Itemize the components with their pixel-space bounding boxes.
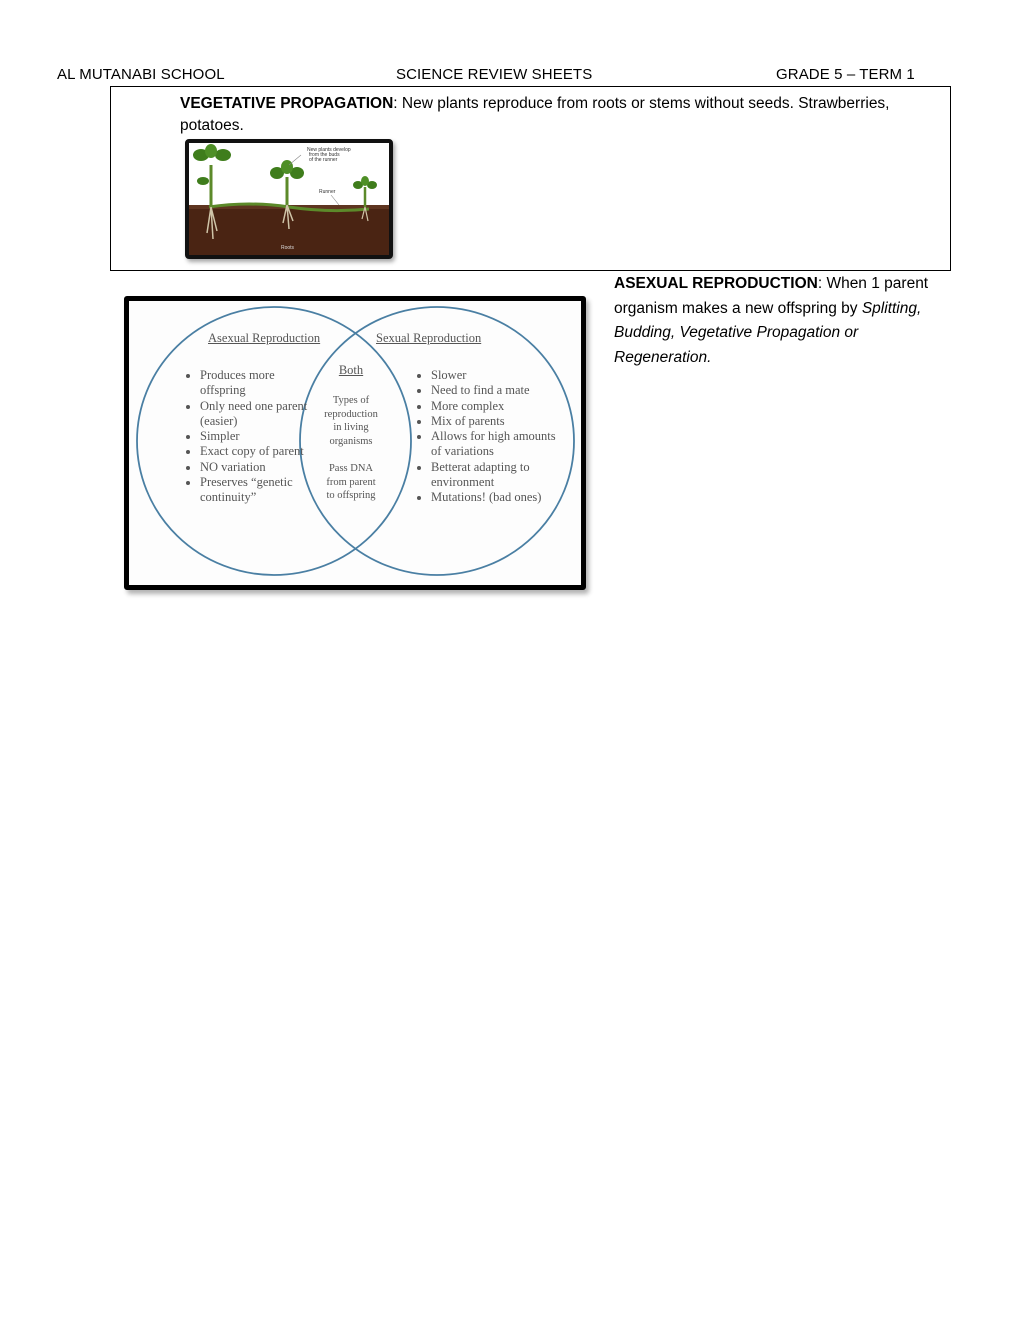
sexual-list <box>415 368 559 506</box>
runner-label: Runner <box>319 189 336 195</box>
new-plants-label: New plants develop from the buds of the runner <box>307 147 351 163</box>
venn-diagram <box>124 296 586 590</box>
both-line: to offspring <box>326 490 376 501</box>
both-line: in living <box>333 422 369 433</box>
school-name: AL MUTANABI SCHOOL <box>57 66 225 83</box>
both-line: Pass DNA <box>328 463 374 474</box>
vegetative-propagation-box <box>110 87 951 271</box>
sexual-item: • More complex <box>431 399 559 414</box>
grade-term: GRADE 5 – TERM 1 <box>776 66 915 83</box>
asexual-reproduction-term: ASEXUAL REPRODUCTION <box>614 275 818 292</box>
both-line: organisms <box>329 435 373 447</box>
asexual-reproduction-definition: : When 1 parent organism makes a new offspring by <box>614 275 929 317</box>
vegetative-propagation-text <box>180 93 945 137</box>
document-title: SCIENCE REVIEW SHEETS <box>396 66 593 83</box>
vegetative-propagation-term: VEGETATIVE PROPAGATION <box>180 95 394 112</box>
both-title: Both <box>338 363 364 377</box>
asexual-item: • Produces more offspring <box>200 368 312 399</box>
asexual-list <box>184 368 312 506</box>
asexual-reproduction-methods: Splitting, Budding, Vegetative Propagation or Regeneration. <box>614 299 922 366</box>
sexual-item: • Betterat adapting to environment <box>431 460 559 491</box>
both-line: Types of <box>332 395 370 406</box>
sexual-item: • Mutations! (bad ones) <box>431 490 559 505</box>
asexual-reproduction-text <box>614 272 954 370</box>
new-plants-label-text: New plants develop <box>307 147 351 153</box>
vegetative-propagation-definition: : New plants reproduce from roots or stems without seeds. Strawberries, potatoes. <box>180 95 890 134</box>
asexual-title: Asexual Reproduction <box>208 331 321 345</box>
sexual-item: • Slower <box>431 368 559 383</box>
roots-label: Roots <box>281 245 295 251</box>
both-line: from parent <box>326 476 376 488</box>
both-line: reproduction <box>324 408 378 420</box>
asexual-item: • Preserves “genetic continuity” <box>200 475 312 506</box>
asexual-item: • Simpler <box>200 429 312 444</box>
runner-plant-illustration <box>189 143 389 255</box>
asexual-item: • NO variation <box>200 460 312 475</box>
sexual-item: • Need to find a mate <box>431 383 559 398</box>
sexual-item: • Allows for high amounts of variations <box>431 429 559 460</box>
sexual-item: • Mix of parents <box>431 414 559 429</box>
runner-plant-diagram <box>185 139 393 259</box>
asexual-item: • Exact copy of parent <box>200 444 312 459</box>
asexual-item: • Only need one parent (easier) <box>200 399 312 430</box>
sexual-title: Sexual Reproduction <box>376 331 482 345</box>
both-section <box>315 363 387 503</box>
